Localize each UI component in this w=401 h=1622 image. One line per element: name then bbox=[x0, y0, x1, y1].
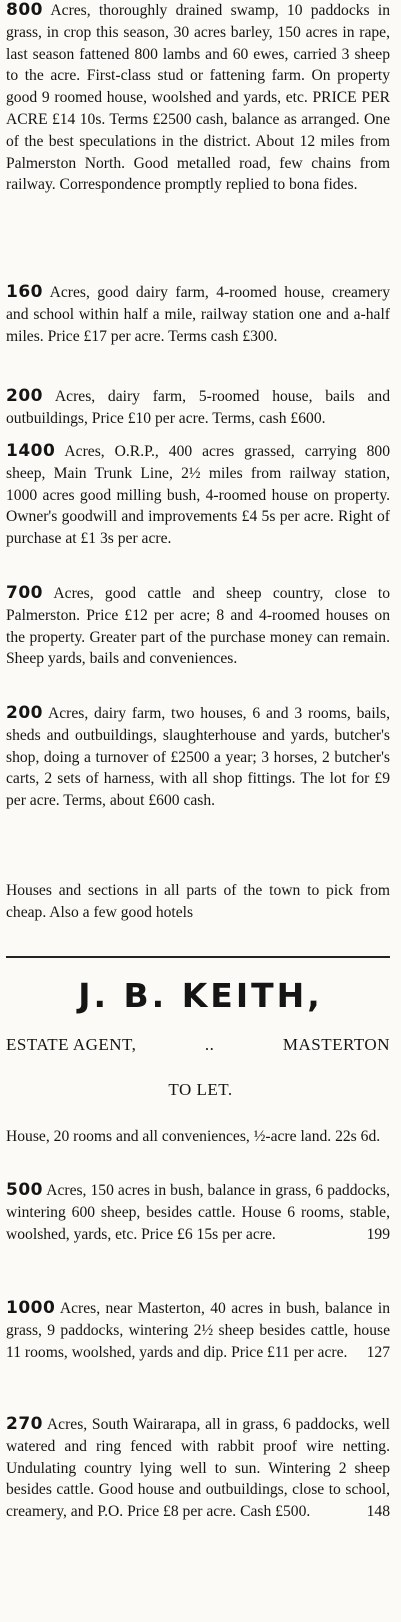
houses-note: Houses and sections in all parts of the town to pick from cheap. Also a few good hotels bbox=[6, 882, 390, 921]
listing-160-acres bbox=[6, 282, 390, 347]
listing-text: Acres, O.R.P., 400 acres grassed, carrying 800 sheep, Main Trunk Line, 2½ miles from railway station, 1000 acres good milling bush, 4-roomed house on property. Owner's goodwill and improvements £4 5s per acre. Right of purchase at £1 3s per acre. bbox=[6, 443, 390, 548]
listing-800-acres bbox=[6, 0, 390, 196]
agent-subheading bbox=[6, 1035, 390, 1055]
agent-title: ESTATE AGENT, bbox=[6, 1035, 137, 1054]
listing-1400-acres bbox=[6, 441, 390, 550]
to-let-heading: TO LET. bbox=[168, 1080, 233, 1099]
listing-acres: 160 bbox=[6, 282, 43, 302]
agent-name: J. B. KEITH, bbox=[78, 976, 323, 1015]
agent-town: MASTERTON bbox=[282, 1035, 390, 1054]
listing-text: Acres, South Wairarapa, all in grass, 6 paddocks, well watered and ring fenced with rabbit proof wire netting. Undulating country lying well to sun. Wintering 2 sheep besides cattle. Good house and outbuildings, close to school, creamery, and P.O. Price £8 per acre. Cash £500. bbox=[6, 1416, 390, 1521]
listing-acres: 200 bbox=[6, 386, 43, 406]
listing-text: Acres, good cattle and sheep country, close to Palmerston. Price £12 per acre; 8 and 4-roomed houses on the property. Greater part of the purchase money can remain. Sheep yards, bails and conveniences. bbox=[6, 585, 390, 668]
listing-500-acres bbox=[6, 1180, 390, 1245]
listing-acres: 1000 bbox=[6, 1298, 56, 1318]
listing-acres: 500 bbox=[6, 1180, 43, 1200]
listing-text: Acres, dairy farm, two houses, 6 and 3 rooms, bails, sheds and outbuildings, slaughterhouse and yards, butcher's shop, doing a turnover of £2500 a year; 3 horses, 2 butcher's carts, 2 sets of harness, with all shop fittings. The lot for £9 per acre. Terms, about £600 cash. bbox=[6, 705, 390, 810]
listing-ref: 127 bbox=[366, 1343, 390, 1361]
listing-text: Acres, near Masterton, 40 acres in bush, balance in grass, 9 paddocks, wintering 2½ sheep besides cattle, house 11 rooms, woolshed, yards and dip. Price £11 per acre. bbox=[6, 1300, 390, 1361]
listing-ref: 199 bbox=[366, 1225, 390, 1243]
listing-acres: 700 bbox=[6, 583, 43, 603]
listing-text: Acres, dairy farm, 5-roomed house, bails and outbuildings, Price £10 per acre. Terms, cash £600. bbox=[6, 388, 390, 427]
listing-200-acres-butcher bbox=[6, 703, 390, 812]
listing-ref: 148 bbox=[366, 1503, 390, 1521]
listing-700-acres bbox=[6, 583, 390, 670]
listing-text: Acres, 150 acres in bush, balance in grass, 6 paddocks, wintering 600 sheep, besides cattle. House 6 rooms, stable, woolshed, yards, etc. Price £6 15s per acre. bbox=[6, 1182, 390, 1243]
listing-1000-acres bbox=[6, 1298, 390, 1363]
section-divider bbox=[6, 956, 390, 958]
listing-text: Acres, thoroughly drained swamp, 10 paddocks in grass, in crop this season, 30 acres barley, 150 acres in rape, last season fattened 800 lambs and 60 ewes, carried 3 sheep to the acre. First-class stud or fattening farm. On property good 9 roomed house, woolshed and yards, etc. PRICE PER ACRE £14 10s. Terms £2500 cash, balance as arranged. One of the best speculations in the district. About 12 miles from Palmerston North. Good metalled road, few chains from railway. Correspondence promptly replied to bona fides. bbox=[6, 2, 390, 194]
listing-270-acres bbox=[6, 1414, 390, 1523]
listing-acres: 1400 bbox=[6, 441, 56, 461]
listing-text: Acres, good dairy farm, 4-roomed house, creamery and school within half a mile, railway station one and a-half miles. Price £17 per acre. Terms cash £300. bbox=[6, 284, 390, 345]
listing-200-acres-dairy bbox=[6, 386, 390, 430]
listing-acres: 270 bbox=[6, 1414, 43, 1434]
listing-acres: 800 bbox=[6, 0, 43, 20]
house-to-let: House, 20 rooms and all conveniences, ½-acre land. 22s 6d. bbox=[6, 1128, 381, 1145]
listing-acres: 200 bbox=[6, 703, 43, 723]
agent-separator: .. bbox=[204, 1035, 215, 1054]
